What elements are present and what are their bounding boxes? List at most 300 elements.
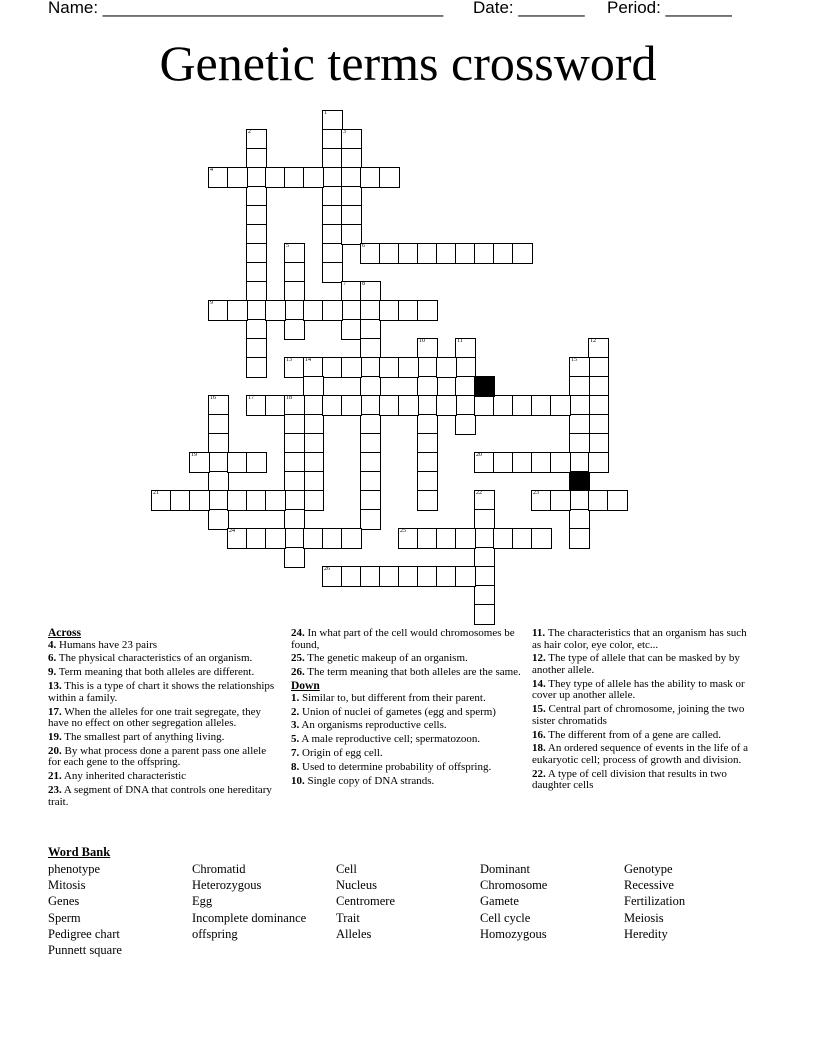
crossword-cell[interactable] bbox=[417, 338, 438, 359]
crossword-cell[interactable] bbox=[550, 490, 571, 511]
clue-text: A male reproductive cell; spermatozoon. bbox=[299, 733, 481, 746]
clue-number: 1. bbox=[291, 691, 300, 704]
crossword-cell[interactable] bbox=[265, 395, 286, 416]
clue-text: Union of nuclei of gametes (egg and sperm) bbox=[299, 705, 496, 718]
clue-number: 20. bbox=[48, 744, 62, 757]
clue-item bbox=[48, 732, 280, 744]
crossword-cell[interactable] bbox=[588, 357, 609, 378]
crossword-cell[interactable] bbox=[322, 566, 343, 587]
crossword-cell[interactable] bbox=[246, 167, 267, 188]
crossword-cell[interactable] bbox=[303, 433, 324, 454]
clue-number: 5. bbox=[291, 733, 300, 746]
crossword-cell[interactable] bbox=[227, 167, 248, 188]
clue-number: 9 bbox=[210, 300, 213, 306]
crossword-cell[interactable] bbox=[341, 167, 362, 188]
clue-number: 24 bbox=[229, 528, 235, 534]
crossword-cell[interactable] bbox=[341, 186, 362, 207]
crossword-cell[interactable] bbox=[512, 243, 533, 264]
clue-item bbox=[291, 653, 523, 665]
clue-item bbox=[532, 679, 756, 702]
clue-number: 22 bbox=[476, 490, 482, 496]
word-bank-item: Dominant bbox=[480, 862, 530, 876]
crossword-cell[interactable] bbox=[360, 376, 381, 397]
word-bank-column bbox=[480, 861, 547, 942]
crossword-cell[interactable] bbox=[379, 395, 400, 416]
word-bank-item: Centromere bbox=[336, 894, 396, 909]
clue-text: When the alleles for one trait segregate, they have no effect on other segregation alleles. bbox=[48, 705, 261, 730]
crossword-cell[interactable] bbox=[569, 433, 590, 454]
across-clues bbox=[48, 628, 280, 811]
crossword-cell[interactable] bbox=[208, 395, 229, 416]
word-bank-item: phenotype bbox=[48, 862, 101, 876]
crossword-cell[interactable] bbox=[398, 395, 419, 416]
crossword-cell[interactable] bbox=[284, 357, 305, 378]
crossword-cell[interactable] bbox=[227, 528, 248, 549]
clue-number: 9. bbox=[48, 666, 57, 679]
crossword-cell[interactable] bbox=[360, 490, 381, 511]
crossword-cell[interactable] bbox=[474, 243, 495, 264]
clue-number: 16. bbox=[532, 728, 546, 741]
crossword-cell[interactable] bbox=[322, 395, 343, 416]
crossword-cell[interactable] bbox=[531, 490, 552, 511]
crossword-cell[interactable] bbox=[474, 528, 495, 549]
crossword-cell[interactable] bbox=[265, 490, 286, 511]
word-bank-item: Fertilization bbox=[624, 894, 686, 909]
crossword-cell[interactable] bbox=[322, 357, 343, 378]
across-heading: Across bbox=[48, 627, 82, 639]
name-field-label[interactable]: Name: ____________________________________ bbox=[48, 0, 444, 17]
right-clues bbox=[532, 628, 756, 794]
clue-item bbox=[291, 748, 523, 760]
crossword-cell[interactable] bbox=[531, 395, 552, 416]
crossword-cell[interactable] bbox=[417, 414, 438, 435]
word-bank-item: Meiosis bbox=[624, 910, 664, 925]
crossword-cell[interactable] bbox=[360, 357, 381, 378]
clue-number: 15. bbox=[532, 703, 546, 716]
crossword-cell[interactable] bbox=[208, 509, 229, 530]
clue-text: This is a type of chart it shows the relationships within a family. bbox=[48, 680, 275, 704]
crossword-cell[interactable] bbox=[303, 357, 324, 378]
crossword-cell[interactable] bbox=[569, 414, 590, 435]
crossword-cell[interactable] bbox=[322, 205, 343, 226]
crossword-cell[interactable] bbox=[474, 566, 495, 587]
crossword-cell[interactable] bbox=[246, 395, 267, 416]
crossword-cell[interactable] bbox=[341, 129, 362, 150]
word-bank-item: Nucleus bbox=[336, 878, 377, 893]
crossword-cell[interactable] bbox=[569, 509, 590, 530]
crossword-cell[interactable] bbox=[417, 376, 438, 397]
crossword-cell[interactable] bbox=[417, 490, 438, 511]
down-clue-list bbox=[291, 693, 523, 788]
clue-text: The smallest part of anything living. bbox=[61, 730, 225, 743]
clue-item bbox=[48, 667, 280, 679]
crossword-cell[interactable] bbox=[322, 243, 343, 264]
crossword-cell[interactable] bbox=[569, 357, 590, 378]
clue-number: 2 bbox=[248, 129, 251, 135]
word-bank-item: Cell cycle bbox=[480, 910, 531, 925]
word-bank-column bbox=[624, 861, 685, 942]
clue-number: 2. bbox=[291, 705, 300, 718]
crossword-cell[interactable] bbox=[341, 528, 362, 549]
crossword-cell[interactable] bbox=[341, 357, 362, 378]
crossword-cell[interactable] bbox=[588, 414, 609, 435]
crossword-cell[interactable] bbox=[322, 186, 343, 207]
crossword-cell[interactable] bbox=[360, 281, 381, 302]
crossword-cell[interactable] bbox=[322, 148, 343, 169]
crossword-cell[interactable] bbox=[322, 224, 343, 245]
crossword-cell[interactable] bbox=[398, 300, 419, 321]
crossword-cell[interactable] bbox=[455, 376, 476, 397]
crossword-cell[interactable] bbox=[512, 395, 533, 416]
crossword-cell[interactable] bbox=[284, 452, 305, 473]
crossword-cell[interactable] bbox=[360, 433, 381, 454]
clue-number: 8. bbox=[291, 761, 300, 774]
crossword-cell[interactable] bbox=[417, 300, 438, 321]
crossword-cell[interactable] bbox=[284, 243, 305, 264]
crossword-cell[interactable] bbox=[284, 300, 305, 321]
crossword-cell[interactable] bbox=[360, 471, 381, 492]
clue-item bbox=[291, 707, 523, 719]
crossword-cell[interactable] bbox=[284, 167, 305, 188]
crossword-cell[interactable] bbox=[227, 300, 248, 321]
crossword-cell[interactable] bbox=[341, 281, 362, 302]
date-field-label[interactable]: Date: _______ bbox=[473, 0, 585, 17]
crossword-cell[interactable] bbox=[379, 357, 400, 378]
word-bank-item: Cell bbox=[336, 862, 357, 876]
crossword-cell[interactable] bbox=[569, 490, 590, 511]
clue-item bbox=[532, 704, 756, 727]
clue-number: 22. bbox=[532, 767, 546, 780]
crossword-cell[interactable] bbox=[569, 452, 590, 473]
crossword-cell[interactable] bbox=[303, 471, 324, 492]
crossword-cell[interactable] bbox=[246, 490, 267, 511]
crossword-cell[interactable] bbox=[569, 376, 590, 397]
middle-clues bbox=[291, 628, 523, 790]
word-bank-item: offspring bbox=[192, 926, 238, 941]
clue-text: A type of cell division that results in two daughter cells bbox=[532, 767, 727, 792]
crossword-cell[interactable] bbox=[303, 300, 324, 321]
crossword-cell[interactable] bbox=[246, 186, 267, 207]
crossword-cell[interactable] bbox=[341, 566, 362, 587]
crossword-cell[interactable] bbox=[303, 452, 324, 473]
crossword-cell[interactable] bbox=[531, 452, 552, 473]
clue-number: 20 bbox=[476, 452, 482, 458]
clue-number: 12. bbox=[532, 652, 546, 665]
crossword-cell[interactable] bbox=[455, 338, 476, 359]
crossword-cell[interactable] bbox=[550, 452, 571, 473]
crossword-cell[interactable] bbox=[398, 566, 419, 587]
crossword-cell[interactable] bbox=[151, 490, 172, 511]
clue-number: 26. bbox=[291, 666, 305, 679]
clue-text: Central part of chromosome, joining the two sister chromatids bbox=[532, 703, 745, 727]
crossword-cell[interactable] bbox=[227, 490, 248, 511]
clue-number: 7. bbox=[291, 747, 300, 760]
crossword-cell[interactable] bbox=[436, 243, 457, 264]
crossword-cell[interactable] bbox=[246, 205, 267, 226]
crossword-cell[interactable] bbox=[341, 148, 362, 169]
crossword-cell[interactable] bbox=[208, 414, 229, 435]
word-bank-column bbox=[336, 861, 395, 942]
clue-text: The characteristics that an organism has such as hair color, eye color, etc... bbox=[532, 627, 747, 651]
crossword-cell[interactable] bbox=[246, 452, 267, 473]
crossword-cell[interactable] bbox=[474, 395, 495, 416]
crossword-cell[interactable] bbox=[246, 129, 267, 150]
crossword-cell[interactable] bbox=[512, 452, 533, 473]
crossword-cell[interactable] bbox=[360, 452, 381, 473]
crossword-cell[interactable] bbox=[360, 243, 381, 264]
crossword-cell[interactable] bbox=[284, 319, 305, 340]
crossword-cell[interactable] bbox=[588, 376, 609, 397]
clue-text: Origin of egg cell. bbox=[299, 747, 383, 760]
crossword-cell[interactable] bbox=[246, 319, 267, 340]
crossword-cell[interactable] bbox=[284, 395, 305, 416]
crossword-cell[interactable] bbox=[455, 395, 476, 416]
crossword-cell[interactable] bbox=[379, 243, 400, 264]
word-bank-item: Incomplete dominance bbox=[192, 910, 307, 925]
crossword-cell[interactable] bbox=[550, 395, 571, 416]
clue-number: 19. bbox=[48, 730, 62, 743]
crossword-cell[interactable] bbox=[455, 357, 476, 378]
crossword-cell[interactable] bbox=[246, 281, 267, 302]
clue-item bbox=[48, 746, 280, 769]
crossword-cell[interactable] bbox=[360, 414, 381, 435]
crossword-cell[interactable] bbox=[246, 300, 267, 321]
crossword-cell[interactable] bbox=[341, 224, 362, 245]
word-bank-item: Chromosome bbox=[480, 878, 548, 893]
clue-number: 4. bbox=[48, 638, 57, 651]
crossword-cell[interactable] bbox=[208, 490, 229, 511]
crossword-cell[interactable] bbox=[284, 528, 305, 549]
word-bank-item: Egg bbox=[192, 894, 213, 909]
crossword-cell[interactable] bbox=[493, 395, 514, 416]
crossword-cell[interactable] bbox=[455, 414, 476, 435]
crossword-cell[interactable] bbox=[379, 300, 400, 321]
crossword-cell[interactable] bbox=[455, 566, 476, 587]
clue-text: The genetic makeup of an organism. bbox=[304, 652, 468, 665]
clue-item bbox=[532, 730, 756, 742]
crossword-cell[interactable] bbox=[265, 300, 286, 321]
crossword-cell[interactable] bbox=[474, 509, 495, 530]
crossword-cell[interactable] bbox=[436, 357, 457, 378]
crossword-cell[interactable] bbox=[360, 395, 381, 416]
clue-item bbox=[48, 640, 280, 652]
crossword-cell[interactable] bbox=[455, 528, 476, 549]
crossword-cell[interactable] bbox=[417, 395, 438, 416]
clue-number: 16 bbox=[210, 395, 216, 401]
clue-text: An organisms reproductive cells. bbox=[299, 719, 447, 732]
crossword-cell[interactable] bbox=[493, 452, 514, 473]
crossword-cell[interactable] bbox=[284, 490, 305, 511]
crossword-cell[interactable] bbox=[493, 243, 514, 264]
crossword-cell[interactable] bbox=[303, 490, 324, 511]
crossword-cell[interactable] bbox=[417, 243, 438, 264]
clue-item bbox=[532, 653, 756, 676]
crossword-cell[interactable] bbox=[474, 585, 495, 606]
clue-number: 8 bbox=[362, 281, 365, 287]
word-bank-column bbox=[48, 861, 122, 958]
page-title: Genetic terms crossword bbox=[159, 35, 657, 91]
clue-item bbox=[291, 667, 523, 679]
crossword-cell[interactable] bbox=[436, 566, 457, 587]
crossword-cell[interactable] bbox=[303, 528, 324, 549]
clue-item bbox=[48, 681, 280, 704]
crossword-cell[interactable] bbox=[417, 357, 438, 378]
word-bank-column bbox=[192, 861, 306, 942]
crossword-cell[interactable] bbox=[208, 471, 229, 492]
crossword-cell[interactable] bbox=[341, 300, 362, 321]
clue-item bbox=[291, 720, 523, 732]
crossword-cell[interactable] bbox=[360, 300, 381, 321]
clue-number: 3 bbox=[343, 129, 346, 135]
crossword-cell[interactable] bbox=[341, 395, 362, 416]
crossword-cell[interactable] bbox=[265, 167, 286, 188]
clue-text: Humans have 23 pairs bbox=[56, 638, 158, 651]
down-heading: Down bbox=[291, 680, 320, 693]
clue-item bbox=[532, 628, 756, 651]
crossword-cell[interactable] bbox=[607, 490, 628, 511]
crossword-cell[interactable] bbox=[246, 338, 267, 359]
crossword-cell[interactable] bbox=[398, 357, 419, 378]
clue-number: 12 bbox=[590, 338, 596, 344]
crossword-cell[interactable] bbox=[322, 110, 343, 131]
crossword-cell[interactable] bbox=[379, 167, 400, 188]
crossword-cell[interactable] bbox=[284, 509, 305, 530]
crossword-cell[interactable] bbox=[360, 509, 381, 530]
clue-item bbox=[532, 743, 756, 766]
crossword-cell[interactable] bbox=[322, 129, 343, 150]
clue-text: The different from of a gene are called. bbox=[545, 728, 721, 741]
crossword-cell[interactable] bbox=[246, 243, 267, 264]
crossword-cell[interactable] bbox=[284, 262, 305, 283]
crossword-cell[interactable] bbox=[341, 319, 362, 340]
clue-number: 14 bbox=[305, 357, 311, 363]
crossword-cell[interactable] bbox=[436, 395, 457, 416]
word-bank-item: Heterozygous bbox=[192, 878, 262, 893]
word-bank-item: Genotype bbox=[624, 862, 673, 876]
crossword-cell[interactable] bbox=[189, 490, 210, 511]
clue-text: Single copy of DNA strands. bbox=[304, 775, 435, 788]
clue-number: 11. bbox=[532, 627, 546, 639]
clue-number: 24. bbox=[291, 627, 305, 639]
across-clue-list-continued bbox=[291, 628, 523, 679]
crossword-cell[interactable] bbox=[417, 471, 438, 492]
crossword-cell[interactable] bbox=[246, 262, 267, 283]
clue-number: 5 bbox=[286, 243, 289, 249]
crossword-cell[interactable] bbox=[208, 433, 229, 454]
crossword-cell[interactable] bbox=[284, 281, 305, 302]
crossword-cell[interactable] bbox=[227, 452, 248, 473]
crossword-cell[interactable] bbox=[303, 376, 324, 397]
crossword-cell[interactable] bbox=[588, 452, 609, 473]
word-bank-item: Punnett square bbox=[48, 943, 122, 958]
crossword-cell[interactable] bbox=[303, 167, 324, 188]
crossword-cell[interactable] bbox=[474, 490, 495, 511]
crossword-cell[interactable] bbox=[284, 547, 305, 568]
crossword-cell[interactable] bbox=[322, 528, 343, 549]
crossword-cell[interactable] bbox=[360, 566, 381, 587]
crossword-cell[interactable] bbox=[493, 528, 514, 549]
crossword-cell[interactable] bbox=[474, 604, 495, 625]
period-field-label[interactable]: Period: _______ bbox=[607, 0, 732, 17]
crossword-cell[interactable] bbox=[474, 547, 495, 568]
clue-number: 15 bbox=[571, 357, 577, 363]
crossword-cell[interactable] bbox=[474, 452, 495, 473]
clue-number: 17 bbox=[248, 395, 254, 401]
crossword-cell[interactable] bbox=[531, 528, 552, 549]
crossword-cell[interactable] bbox=[512, 528, 533, 549]
crossword-cell[interactable] bbox=[303, 414, 324, 435]
black-square bbox=[474, 376, 495, 397]
crossword-cell[interactable] bbox=[417, 528, 438, 549]
clue-number: 7 bbox=[343, 281, 346, 287]
clue-number: 13 bbox=[286, 357, 292, 363]
crossword-cell[interactable] bbox=[246, 357, 267, 378]
word-bank-item: Alleles bbox=[336, 926, 372, 941]
clue-number: 23. bbox=[48, 784, 62, 797]
crossword-cell[interactable] bbox=[417, 433, 438, 454]
crossword-cell[interactable] bbox=[417, 566, 438, 587]
clue-item bbox=[48, 707, 280, 730]
crossword-cell[interactable] bbox=[208, 300, 229, 321]
crossword-cell[interactable] bbox=[189, 452, 210, 473]
crossword-cell[interactable] bbox=[398, 528, 419, 549]
crossword-cell[interactable] bbox=[588, 395, 609, 416]
clue-item bbox=[291, 628, 523, 651]
crossword-cell[interactable] bbox=[398, 243, 419, 264]
crossword-cell[interactable] bbox=[588, 433, 609, 454]
crossword-cell[interactable] bbox=[569, 528, 590, 549]
clue-number: 1 bbox=[324, 110, 327, 116]
crossword-cell[interactable] bbox=[284, 414, 305, 435]
crossword-cell[interactable] bbox=[360, 338, 381, 359]
crossword-cell[interactable] bbox=[455, 243, 476, 264]
crossword-cell[interactable] bbox=[379, 566, 400, 587]
word-bank-heading: Word Bank bbox=[48, 845, 111, 859]
clue-number: 6. bbox=[48, 652, 57, 665]
crossword-cell[interactable] bbox=[322, 167, 343, 188]
crossword-cell[interactable] bbox=[170, 490, 191, 511]
crossword-cell[interactable] bbox=[569, 395, 590, 416]
crossword-cell[interactable] bbox=[322, 300, 343, 321]
crossword-cell[interactable] bbox=[588, 490, 609, 511]
black-square bbox=[569, 471, 590, 492]
clue-number: 13. bbox=[48, 680, 62, 693]
word-bank-item: Gamete bbox=[480, 894, 519, 909]
crossword-cell[interactable] bbox=[360, 167, 381, 188]
crossword-cell[interactable] bbox=[284, 471, 305, 492]
crossword-cell[interactable] bbox=[360, 319, 381, 340]
clue-text: Term meaning that both alleles are different. bbox=[56, 666, 255, 679]
clue-number: 26 bbox=[324, 566, 330, 572]
crossword-cell[interactable] bbox=[417, 452, 438, 473]
crossword-cell[interactable] bbox=[588, 338, 609, 359]
crossword-cell[interactable] bbox=[208, 167, 229, 188]
clue-number: 25 bbox=[400, 528, 406, 534]
crossword-cell[interactable] bbox=[322, 262, 343, 283]
word-bank-item: Recessive bbox=[624, 878, 674, 893]
crossword-cell[interactable] bbox=[246, 528, 267, 549]
crossword-cell[interactable] bbox=[246, 148, 267, 169]
crossword-cell[interactable] bbox=[208, 452, 229, 473]
crossword-cell[interactable] bbox=[246, 224, 267, 245]
clue-number: 14. bbox=[532, 677, 546, 690]
crossword-cell[interactable] bbox=[303, 395, 324, 416]
clue-item bbox=[291, 734, 523, 746]
crossword-cell[interactable] bbox=[284, 433, 305, 454]
crossword-cell[interactable] bbox=[265, 528, 286, 549]
crossword-cell[interactable] bbox=[341, 205, 362, 226]
crossword-cell[interactable] bbox=[436, 528, 457, 549]
